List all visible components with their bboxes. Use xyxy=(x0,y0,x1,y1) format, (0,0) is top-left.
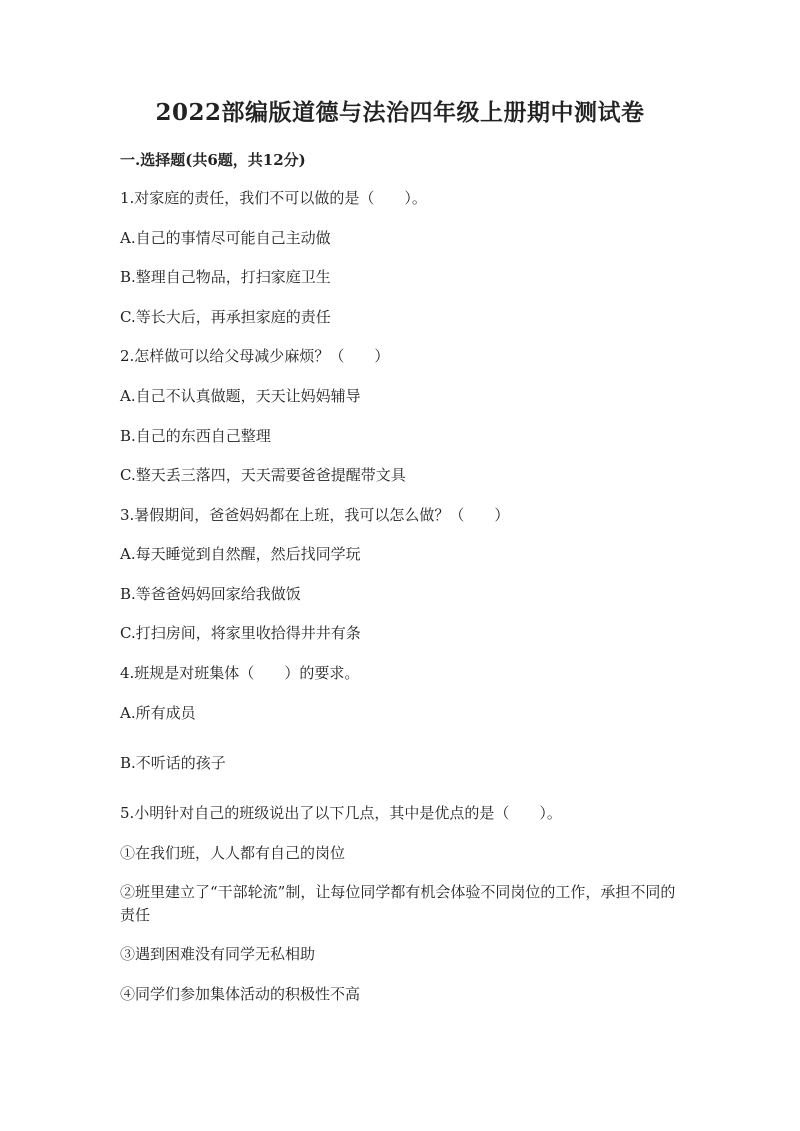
question-2-option-b: B.自己的东西自己整理 xyxy=(120,427,271,445)
question-3-option-b: B.等爸爸妈妈回家给我做饭 xyxy=(120,585,301,603)
question-2-option-c: C.整天丢三落四，天天需要爸爸提醒带文具 xyxy=(120,466,406,484)
question-5-stem: 5.小明针对自己的班级说出了以下几点，其中是优点的是（ ）。 xyxy=(120,804,562,822)
question-4-stem: 4.班规是对班集体（ ）的要求。 xyxy=(120,664,360,682)
question-3-option-a: A.每天睡觉到自然醒，然后找同学玩 xyxy=(120,545,361,563)
question-5-item-1: ①在我们班，人人都有自己的岗位 xyxy=(120,844,346,862)
question-3-stem: 3.暑假期间，爸爸妈妈都在上班，我可以怎么做？（ ） xyxy=(120,506,510,524)
question-5-item-4: ④同学们参加集体活动的积极性不高 xyxy=(120,985,361,1003)
question-1-stem: 1.对家庭的责任，我们不可以做的是（ ）。 xyxy=(120,189,427,207)
question-3-option-c: C.打扫房间，将家里收拾得井井有条 xyxy=(120,624,361,642)
question-1-option-c: C.等长大后，再承担家庭的责任 xyxy=(120,308,331,326)
page-title: 2022部编版道德与法治四年级上册期中测试卷 xyxy=(155,99,645,126)
question-2-option-a: A.自己不认真做题，天天让妈妈辅导 xyxy=(120,387,361,405)
question-1-option-a: A.自己的事情尽可能自己主动做 xyxy=(120,229,331,247)
section-heading: 一.选择题(共6题，共12分) xyxy=(120,151,306,169)
question-1-option-b: B.整理自己物品，打扫家庭卫生 xyxy=(120,268,331,286)
question-5-item-3: ③遇到困难没有同学无私相助 xyxy=(120,945,316,963)
question-2-stem: 2.怎样做可以给父母减少麻烦？（ ） xyxy=(120,347,390,365)
question-4-option-a: A.所有成员 xyxy=(120,704,196,722)
question-5-item-2: ②班里建立了“干部轮流”制，让每位同学都有机会体验不同岗位的工作，承担不同的责任 xyxy=(120,883,676,924)
question-4-option-b: B.不听话的孩子 xyxy=(120,754,226,772)
